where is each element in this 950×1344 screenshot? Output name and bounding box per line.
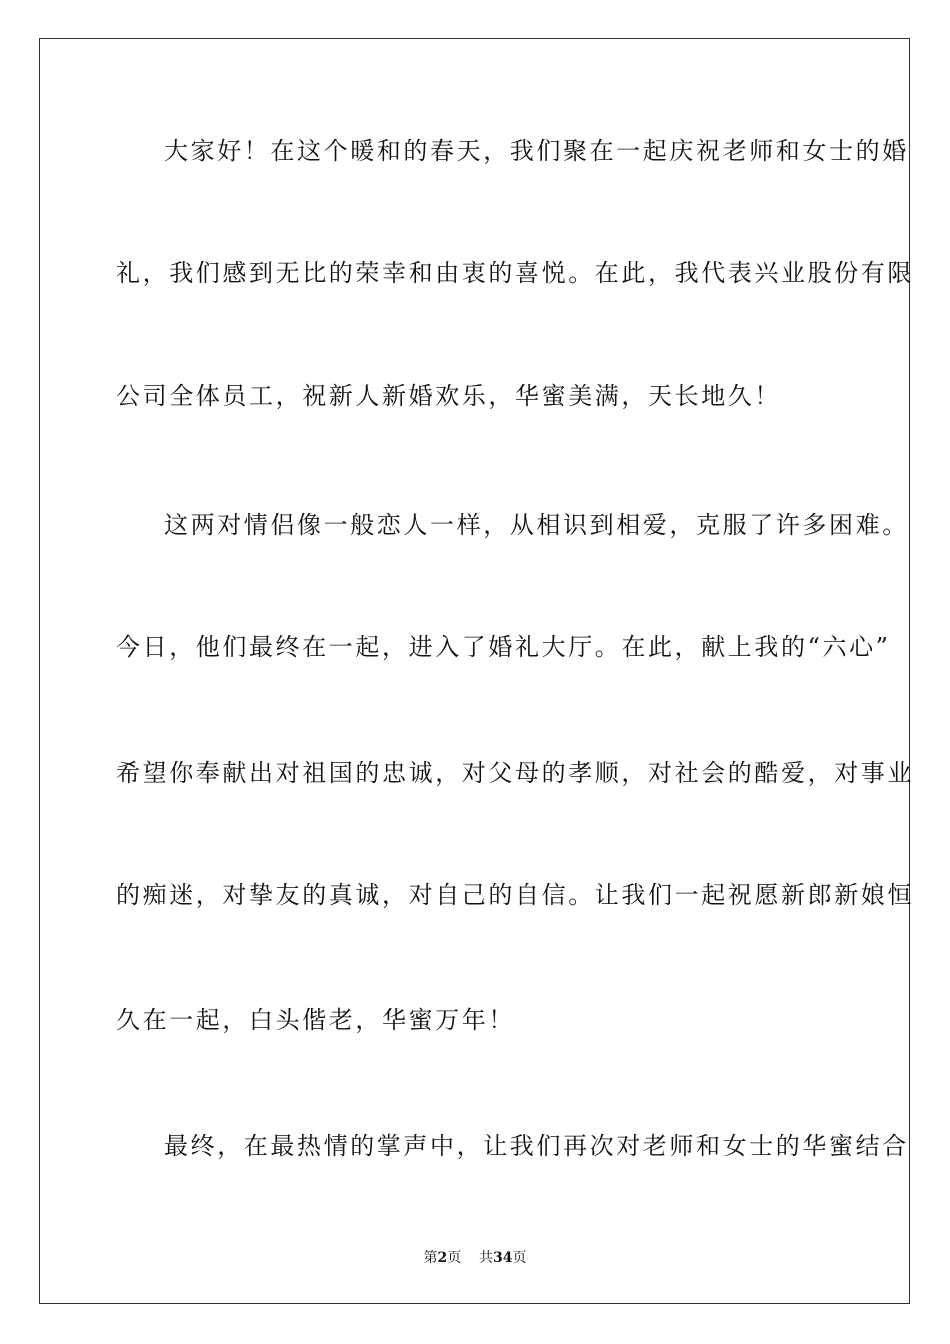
- paragraph-2-line-3: 希望你奉献出对祖国的忠诚，对父母的孝顺，对社会的酷爱，对事业: [116, 759, 914, 787]
- footer-page-prefix: 第: [423, 1250, 438, 1266]
- page-border: [39, 38, 914, 1304]
- footer-total-prefix: 共: [479, 1250, 494, 1266]
- footer-total-suffix: 页: [512, 1250, 527, 1266]
- paragraph-2-line-5: 久在一起，白头偕老，华蜜万年！: [116, 1006, 515, 1034]
- paragraph-1-line-2: 礼，我们感到无比的荣幸和由衷的喜悦。在此，我代表兴业股份有限: [116, 259, 914, 287]
- footer-total-pages: 34: [493, 1250, 513, 1266]
- paragraph-2-line-1: 这两对情侣像一般恋人一样，从相识到相爱，克服了许多困难。: [164, 511, 909, 539]
- footer-page-suffix: 页: [447, 1250, 462, 1266]
- paragraph-2-line-4: 的痴迷，对挚友的真诚，对自己的自信。让我们一起祝愿新郎新娘恒: [116, 881, 914, 909]
- paragraph-3-line-1: 最终，在最热情的掌声中，让我们再次对老师和女士的华蜜结合: [164, 1132, 909, 1160]
- footer-page-number: 2: [437, 1250, 448, 1266]
- page-footer: [0, 1249, 950, 1267]
- paragraph-1-line-3: 公司全体员工，祝新人新婚欢乐，华蜜美满，天长地久！: [116, 382, 781, 410]
- paragraph-2-line-2: 今日，他们最终在一起，进入了婚礼大厅。在此，献上我的“六心”: [116, 633, 891, 661]
- paragraph-1-line-1: 大家好！在这个暖和的春天，我们聚在一起庆祝老师和女士的婚: [164, 137, 909, 165]
